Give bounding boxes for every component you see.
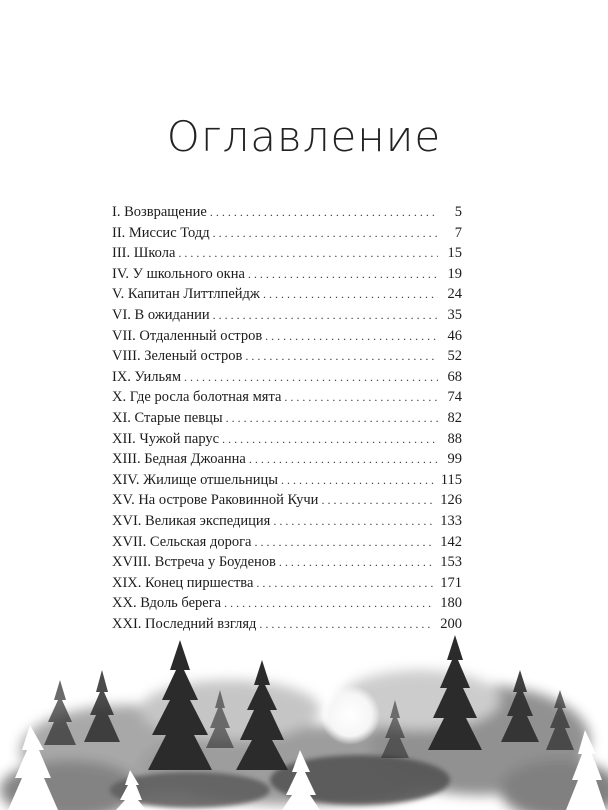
toc-entry — [112, 573, 462, 594]
toc-entry-page: 180 — [440, 595, 462, 612]
toc-entry-title: XIII. Бедная Джоанна — [112, 451, 246, 468]
toc-entry-title: XVI. Великая экспедиция — [112, 512, 271, 529]
toc-entry — [112, 429, 462, 450]
toc-entry-title: XIX. Конец пиршества — [112, 574, 254, 591]
toc-entry — [112, 284, 462, 305]
toc-entry-page: 200 — [440, 615, 462, 632]
toc-leader-dots — [248, 264, 438, 285]
toc-entry-title: IX. Уильям — [112, 368, 181, 385]
toc-entry-page: 7 — [454, 224, 462, 241]
toc-entry — [112, 326, 462, 347]
toc-entry-page: 171 — [440, 574, 462, 591]
toc-entry — [112, 408, 462, 429]
toc-entry-page: 133 — [440, 512, 462, 529]
table-of-contents — [112, 202, 462, 634]
toc-entry-page: 35 — [447, 306, 462, 323]
toc-entry-page: 88 — [447, 430, 462, 447]
toc-leader-dots — [226, 408, 438, 429]
toc-entry-title: IV. У школьного окна — [112, 265, 245, 282]
toc-entry — [112, 449, 462, 470]
toc-entry-page: 82 — [447, 409, 462, 426]
toc-leader-dots — [273, 511, 434, 532]
toc-leader-dots — [178, 243, 438, 264]
toc-leader-dots — [210, 202, 438, 223]
toc-entry-page: 68 — [447, 368, 462, 385]
toc-entry — [112, 511, 462, 532]
toc-entry-page: 99 — [447, 451, 462, 468]
toc-entry — [112, 305, 462, 326]
toc-entry-page: 5 — [454, 204, 462, 220]
toc-leader-dots — [284, 387, 438, 408]
toc-entry-title: V. Капитан Литтлпейдж — [112, 286, 260, 303]
toc-entry-title: XII. Чужой парус — [112, 430, 220, 447]
toc-entry-page: 15 — [447, 245, 462, 262]
toc-leader-dots — [249, 449, 438, 470]
toc-entry-page: 24 — [447, 286, 462, 303]
toc-entry-title: XVIII. Встреча у Боуденов — [112, 554, 276, 571]
toc-entry — [112, 532, 462, 553]
toc-entry-title: VII. Отдаленный остров — [112, 327, 263, 344]
toc-leader-dots — [281, 470, 435, 491]
toc-entry-title: XIV. Жилище отшельницы — [112, 471, 278, 488]
toc-entry — [112, 593, 462, 614]
toc-entry-page: 115 — [440, 471, 462, 488]
toc-entry-title: I. Возвращение — [112, 204, 207, 220]
toc-leader-dots — [213, 223, 438, 244]
toc-entry-page: 142 — [440, 533, 462, 550]
toc-entry — [112, 243, 462, 264]
toc-entry — [112, 470, 462, 491]
page-title: Оглавление — [166, 112, 442, 161]
toc-entry-title: XI. Старые певцы — [112, 409, 223, 426]
toc-entry — [112, 346, 462, 367]
toc-entry-title: XVII. Сельская дорога — [112, 533, 252, 550]
toc-entry-page: 52 — [447, 348, 462, 365]
toc-entry-title: X. Где росла болотная мята — [112, 389, 282, 406]
toc-entry-page: 74 — [447, 389, 462, 406]
toc-leader-dots — [263, 284, 438, 305]
toc-entry-title: VIII. Зеленый остров — [112, 348, 243, 365]
toc-entry-title: XX. Вдоль берега — [112, 595, 222, 612]
toc-entry — [112, 264, 462, 285]
forest-illustration-icon — [0, 630, 608, 810]
toc-leader-dots — [265, 326, 438, 347]
toc-entry — [112, 552, 462, 573]
toc-leader-dots — [255, 532, 435, 553]
toc-entry-title: III. Школа — [112, 245, 176, 262]
toc-entry-title: VI. В ожидании — [112, 306, 210, 323]
toc-entry-page: 126 — [440, 492, 462, 509]
toc-entry — [112, 367, 462, 388]
toc-leader-dots — [184, 367, 438, 388]
toc-entry — [112, 223, 462, 244]
toc-entry-title: XXI. Последний взгляд — [112, 615, 257, 632]
toc-entry — [112, 202, 462, 223]
toc-leader-dots — [222, 429, 438, 450]
toc-leader-dots — [256, 573, 434, 594]
toc-leader-dots — [245, 346, 438, 367]
toc-entry-page: 19 — [447, 265, 462, 282]
toc-entry-page: 46 — [447, 327, 462, 344]
toc-leader-dots — [213, 305, 438, 326]
toc-entry — [112, 490, 462, 511]
toc-leader-dots — [224, 593, 434, 614]
toc-entry-title: II. Миссис Тодд — [112, 224, 210, 241]
toc-leader-dots — [279, 552, 434, 573]
toc-entry-page: 153 — [440, 554, 462, 571]
toc-entry — [112, 387, 462, 408]
toc-leader-dots — [321, 490, 434, 511]
toc-entry-title: XV. На острове Раковинной Кучи — [112, 492, 319, 509]
